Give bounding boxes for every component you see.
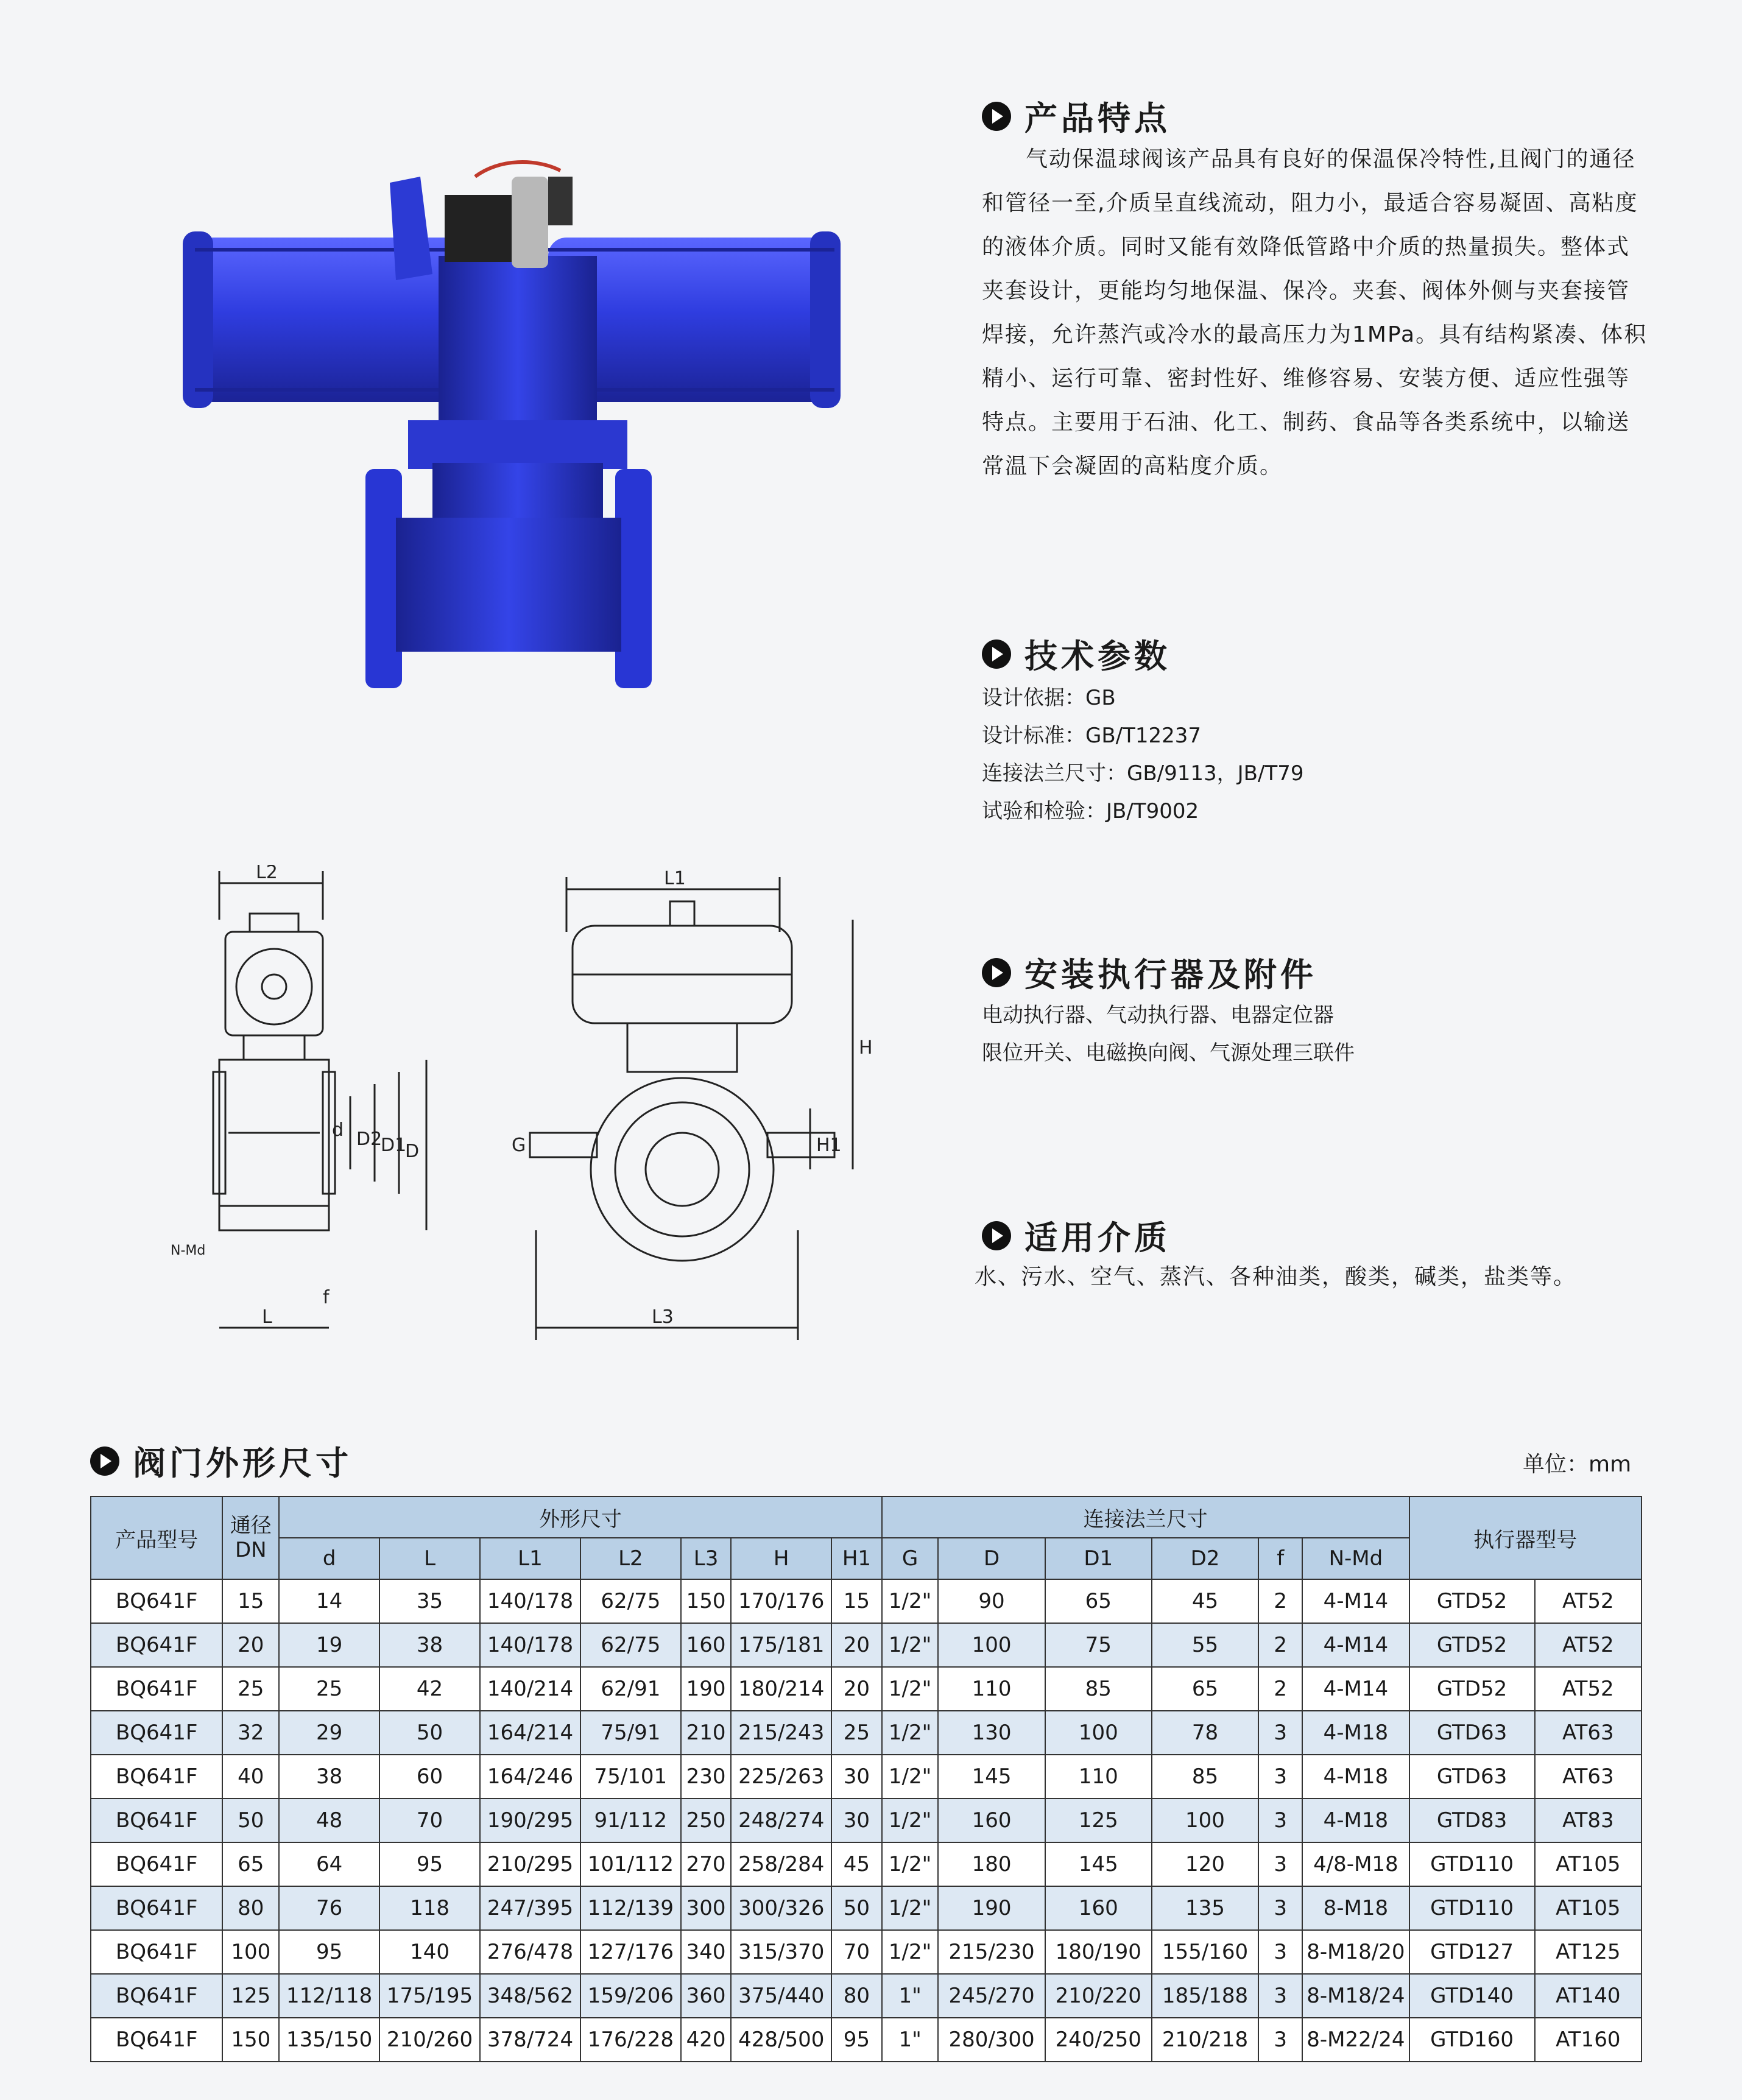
table-cell: AT52: [1535, 1579, 1642, 1623]
table-cell: BQ641F: [91, 1755, 222, 1799]
label-L1: L1: [664, 868, 686, 889]
unit-label: 单位：mm: [1523, 1452, 1632, 1477]
table-cell: BQ641F: [91, 1579, 222, 1623]
table-cell: 1/2": [882, 1755, 939, 1799]
table-cell: BQ641F: [91, 1974, 222, 2018]
subheader-cell: d: [279, 1538, 379, 1579]
table-cell: BQ641F: [91, 1667, 222, 1711]
table-cell: 19: [279, 1623, 379, 1667]
table-cell: 80: [831, 1974, 882, 2018]
actuator-lines: [982, 996, 1355, 1072]
table-cell: 110: [938, 1667, 1045, 1711]
tech-specs: [982, 679, 1304, 830]
table-cell: AT160: [1535, 2018, 1642, 2062]
table-cell: 164/246: [480, 1755, 580, 1799]
table-cell: 75/91: [580, 1711, 681, 1755]
label-D1: D1: [381, 1135, 407, 1156]
table-cell: BQ641F: [91, 1886, 222, 1930]
table-row: [91, 1667, 1642, 1711]
table-cell: 25: [222, 1667, 279, 1711]
play-bullet-icon: [982, 102, 1011, 131]
table-row: [91, 1799, 1642, 1842]
table-cell: AT83: [1535, 1799, 1642, 1842]
table-cell: 4/8-M18: [1302, 1842, 1409, 1886]
table-cell: 215/243: [731, 1711, 831, 1755]
table-cell: 62/75: [580, 1579, 681, 1623]
table-cell: 2: [1258, 1623, 1302, 1667]
label-L2: L2: [256, 865, 278, 883]
table-cell: AT52: [1535, 1667, 1642, 1711]
table-cell: 30: [831, 1799, 882, 1842]
table-cell: 80: [222, 1886, 279, 1930]
table-cell: 95: [379, 1842, 480, 1886]
table-cell: 1/2": [882, 1623, 939, 1667]
table-cell: 1/2": [882, 1579, 939, 1623]
dimensions-title: 阀门外形尺寸: [90, 1437, 352, 1484]
actuator-title: 安装执行器及附件: [982, 949, 1317, 996]
table-row: [91, 2018, 1642, 2062]
play-bullet-icon: [982, 1221, 1011, 1250]
sub-header-row: [91, 1538, 1642, 1579]
table-row: [91, 1755, 1642, 1799]
table-cell: 110: [1045, 1755, 1152, 1799]
label-D2: D2: [356, 1129, 383, 1150]
table-cell: 3: [1258, 1930, 1302, 1974]
table-cell: 95: [279, 1930, 379, 1974]
table-cell: 101/112: [580, 1842, 681, 1886]
table-cell: 210/218: [1152, 2018, 1258, 2062]
table-cell: 60: [379, 1755, 480, 1799]
table-row: [91, 1579, 1642, 1623]
table-cell: 8-M18: [1302, 1886, 1409, 1930]
table-cell: AT105: [1535, 1842, 1642, 1886]
table-cell: 3: [1258, 1974, 1302, 2018]
table-cell: 160: [938, 1799, 1045, 1842]
header-actuator: 执行器型号: [1409, 1496, 1642, 1579]
table-cell: 4-M14: [1302, 1623, 1409, 1667]
actuator-line-2: 限位开关、电磁换向阀、气源处理三联件: [982, 1041, 1355, 1065]
table-row: [91, 1623, 1642, 1667]
table-cell: 230: [681, 1755, 731, 1799]
table-cell: 300: [681, 1886, 731, 1930]
table-cell: 245/270: [938, 1974, 1045, 2018]
table-cell: 150: [222, 2018, 279, 2062]
table-cell: 150: [681, 1579, 731, 1623]
subheader-cell: N-Md: [1302, 1538, 1409, 1579]
table-cell: 38: [379, 1623, 480, 1667]
table-cell: 160: [1045, 1886, 1152, 1930]
table-cell: 240/250: [1045, 2018, 1152, 2062]
table-cell: GTD52: [1409, 1623, 1535, 1667]
table-cell: 55: [1152, 1623, 1258, 1667]
table-cell: 348/562: [480, 1974, 580, 2018]
play-bullet-icon: [982, 640, 1011, 669]
table-cell: 112/118: [279, 1974, 379, 2018]
table-cell: 25: [279, 1667, 379, 1711]
table-cell: 428/500: [731, 2018, 831, 2062]
subheader-cell: L2: [580, 1538, 681, 1579]
table-cell: 100: [1045, 1711, 1152, 1755]
subheader-cell: L3: [681, 1538, 731, 1579]
table-cell: 75: [1045, 1623, 1152, 1667]
table-cell: 62/75: [580, 1623, 681, 1667]
table-cell: 35: [379, 1579, 480, 1623]
table-cell: 315/370: [731, 1930, 831, 1974]
table-cell: 112/139: [580, 1886, 681, 1930]
label-f: f: [323, 1287, 330, 1308]
table-cell: GTD83: [1409, 1799, 1535, 1842]
subheader-cell: H: [731, 1538, 831, 1579]
table-cell: 90: [938, 1579, 1045, 1623]
spec-basis: 设计依据：GB: [982, 686, 1116, 710]
table-cell: 50: [222, 1799, 279, 1842]
table-cell: 20: [831, 1623, 882, 1667]
table-cell: 140: [379, 1930, 480, 1974]
table-cell: 3: [1258, 1799, 1302, 1842]
table-cell: 118: [379, 1886, 480, 1930]
table-cell: AT63: [1535, 1711, 1642, 1755]
media-title: 适用介质: [982, 1212, 1171, 1259]
table-cell: 100: [938, 1623, 1045, 1667]
table-cell: 76: [279, 1886, 379, 1930]
table-cell: 420: [681, 2018, 731, 2062]
table-cell: AT125: [1535, 1930, 1642, 1974]
table-cell: 65: [1152, 1667, 1258, 1711]
table-row: [91, 1842, 1642, 1886]
play-bullet-icon: [982, 958, 1011, 987]
table-cell: 140/178: [480, 1623, 580, 1667]
table-cell: 145: [1045, 1842, 1152, 1886]
table-body: [91, 1579, 1642, 2062]
table-cell: GTD63: [1409, 1711, 1535, 1755]
table-cell: 127/176: [580, 1930, 681, 1974]
table-cell: 45: [1152, 1579, 1258, 1623]
table-cell: 50: [379, 1711, 480, 1755]
features-text: 气动保温球阀该产品具有良好的保温保冷特性,且阀门的通径和管径一至,介质呈直线流动，阻力小，最适合容易凝固、高粘度的液体介质。同时又能有效降低管路中介质的热量损失。整体式夹套设计，更能均匀地保温、保冷。夹套、阀体外侧与夹套接管焊接，允许蒸汽或冷水的最高压力为1MPa。具有结构紧凑、体积精小、运行可靠、密封性好、维修容易、安装方便、适应性强等特点。主要用于石油、化工、制药、食品等各类系统中，以输送常温下会凝固的高粘度介质。: [982, 147, 1648, 479]
subheader-cell: D2: [1152, 1538, 1258, 1579]
spec-test: 试验和检验：JB/T9002: [982, 799, 1199, 823]
table-cell: 176/228: [580, 2018, 681, 2062]
table-cell: 1/2": [882, 1842, 939, 1886]
table-cell: 4-M14: [1302, 1667, 1409, 1711]
table-cell: 8-M18/24: [1302, 1974, 1409, 2018]
table-cell: 280/300: [938, 2018, 1045, 2062]
header-dn: 通径DN: [222, 1496, 279, 1579]
table-cell: 340: [681, 1930, 731, 1974]
table-cell: 155/160: [1152, 1930, 1258, 1974]
table-cell: 30: [831, 1755, 882, 1799]
media-text: 水、污水、空气、蒸汽、各种油类，酸类，碱类，盐类等。: [975, 1264, 1577, 1289]
table-cell: 225/263: [731, 1755, 831, 1799]
table-cell: 70: [379, 1799, 480, 1842]
subheader-cell: H1: [831, 1538, 882, 1579]
table-cell: BQ641F: [91, 1711, 222, 1755]
table-cell: 185/188: [1152, 1974, 1258, 2018]
table-cell: 125: [1045, 1799, 1152, 1842]
table-cell: 3: [1258, 1842, 1302, 1886]
table-cell: 4-M18: [1302, 1799, 1409, 1842]
table-cell: 1": [882, 1974, 939, 2018]
table-cell: 1/2": [882, 1930, 939, 1974]
table-cell: AT105: [1535, 1886, 1642, 1930]
subheader-cell: L1: [480, 1538, 580, 1579]
table-cell: 38: [279, 1755, 379, 1799]
table-cell: 135/150: [279, 2018, 379, 2062]
table-cell: 190/295: [480, 1799, 580, 1842]
table-cell: GTD52: [1409, 1667, 1535, 1711]
table-cell: 85: [1045, 1667, 1152, 1711]
actuator-line-1: 电动执行器、气动执行器、电器定位器: [982, 1003, 1334, 1027]
table-cell: 180/190: [1045, 1930, 1152, 1974]
table-cell: 175/181: [731, 1623, 831, 1667]
table-cell: 64: [279, 1842, 379, 1886]
table-cell: GTD63: [1409, 1755, 1535, 1799]
table-cell: 3: [1258, 2018, 1302, 2062]
table-cell: 75/101: [580, 1755, 681, 1799]
table-cell: 45: [831, 1842, 882, 1886]
table-cell: 14: [279, 1579, 379, 1623]
table-cell: GTD140: [1409, 1974, 1535, 2018]
table-cell: 375/440: [731, 1974, 831, 2018]
table-cell: 2: [1258, 1667, 1302, 1711]
table-cell: GTD110: [1409, 1886, 1535, 1930]
table-cell: BQ641F: [91, 1623, 222, 1667]
table-cell: 135: [1152, 1886, 1258, 1930]
label-NMd: N-Md: [171, 1243, 206, 1258]
table-cell: 100: [1152, 1799, 1258, 1842]
table-cell: GTD127: [1409, 1930, 1535, 1974]
spec-standard: 设计标准：GB/T12237: [982, 724, 1202, 748]
table-cell: 125: [222, 1974, 279, 2018]
table-cell: 91/112: [580, 1799, 681, 1842]
table-cell: 3: [1258, 1711, 1302, 1755]
features-title: 产品特点: [982, 93, 1171, 139]
table-cell: 210/260: [379, 2018, 480, 2062]
table-cell: 42: [379, 1667, 480, 1711]
table-cell: 190: [938, 1886, 1045, 1930]
technical-drawing: [171, 865, 901, 1352]
table-cell: GTD52: [1409, 1579, 1535, 1623]
label-G: G: [512, 1135, 526, 1156]
table-cell: 1/2": [882, 1799, 939, 1842]
table-cell: 15: [222, 1579, 279, 1623]
table-cell: 215/230: [938, 1930, 1045, 1974]
spec-flange: 连接法兰尺寸：GB/9113，JB/T79: [982, 761, 1304, 786]
table-cell: 15: [831, 1579, 882, 1623]
table-row: [91, 1974, 1642, 2018]
valve-photo: [171, 152, 853, 700]
page-footer-fragment: [975, 2083, 981, 2100]
table-cell: 1/2": [882, 1886, 939, 1930]
table-cell: BQ641F: [91, 2018, 222, 2062]
table-cell: 20: [222, 1623, 279, 1667]
table-cell: AT52: [1535, 1623, 1642, 1667]
table-cell: 175/195: [379, 1974, 480, 2018]
label-d: d: [332, 1119, 344, 1141]
label-H1: H1: [816, 1135, 842, 1156]
subheader-cell: G: [882, 1538, 939, 1579]
table-cell: AT140: [1535, 1974, 1642, 2018]
header-flange: 连接法兰尺寸: [882, 1496, 1409, 1538]
table-cell: 1/2": [882, 1667, 939, 1711]
dimensions-table: [90, 1496, 1642, 2062]
table-cell: 40: [222, 1755, 279, 1799]
table-cell: 300/326: [731, 1886, 831, 1930]
table-cell: 210/220: [1045, 1974, 1152, 2018]
table-cell: 130: [938, 1711, 1045, 1755]
table-row: [91, 1930, 1642, 1974]
table-cell: 48: [279, 1799, 379, 1842]
table-cell: 1/2": [882, 1711, 939, 1755]
table-cell: 270: [681, 1842, 731, 1886]
table-cell: 4-M18: [1302, 1755, 1409, 1799]
table-cell: 210: [681, 1711, 731, 1755]
table-cell: 247/395: [480, 1886, 580, 1930]
label-L3: L3: [652, 1306, 674, 1328]
table-row: [91, 1886, 1642, 1930]
subheader-cell: D1: [1045, 1538, 1152, 1579]
table-cell: 3: [1258, 1755, 1302, 1799]
table-row: [91, 1711, 1642, 1755]
table-cell: 2: [1258, 1579, 1302, 1623]
table-cell: 8-M18/20: [1302, 1930, 1409, 1974]
play-bullet-icon: [90, 1446, 119, 1476]
table-cell: BQ641F: [91, 1930, 222, 1974]
table-cell: AT63: [1535, 1755, 1642, 1799]
table-cell: 8-M22/24: [1302, 2018, 1409, 2062]
header-outer: 外形尺寸: [279, 1496, 882, 1538]
table-cell: 50: [831, 1886, 882, 1930]
table-cell: 164/214: [480, 1711, 580, 1755]
table-cell: 29: [279, 1711, 379, 1755]
table-cell: 120: [1152, 1842, 1258, 1886]
table-cell: BQ641F: [91, 1842, 222, 1886]
table-cell: 210/295: [480, 1842, 580, 1886]
table-cell: 70: [831, 1930, 882, 1974]
table-cell: 250: [681, 1799, 731, 1842]
table-cell: 78: [1152, 1711, 1258, 1755]
table-cell: 62/91: [580, 1667, 681, 1711]
table-cell: 32: [222, 1711, 279, 1755]
table-cell: 4-M14: [1302, 1579, 1409, 1623]
table-cell: 159/206: [580, 1974, 681, 2018]
table-cell: 180: [938, 1842, 1045, 1886]
table-cell: 85: [1152, 1755, 1258, 1799]
table-cell: 258/284: [731, 1842, 831, 1886]
subheader-cell: L: [379, 1538, 480, 1579]
subheader-cell: D: [938, 1538, 1045, 1579]
table-cell: 140/178: [480, 1579, 580, 1623]
table-cell: 140/214: [480, 1667, 580, 1711]
table-cell: 25: [831, 1711, 882, 1755]
table-cell: 360: [681, 1974, 731, 2018]
table-cell: 4-M18: [1302, 1711, 1409, 1755]
table-cell: 95: [831, 2018, 882, 2062]
table-cell: 1": [882, 2018, 939, 2062]
table-cell: GTD160: [1409, 2018, 1535, 2062]
table-cell: 3: [1258, 1886, 1302, 1930]
table-cell: 276/478: [480, 1930, 580, 1974]
label-L: L: [262, 1306, 272, 1328]
table-cell: 145: [938, 1755, 1045, 1799]
table-cell: 65: [222, 1842, 279, 1886]
table-cell: GTD110: [1409, 1842, 1535, 1886]
header-model: 产品型号: [91, 1496, 222, 1579]
subheader-cell: f: [1258, 1538, 1302, 1579]
table-cell: 20: [831, 1667, 882, 1711]
label-D: D: [405, 1141, 420, 1162]
table-cell: 190: [681, 1667, 731, 1711]
tech-title: 技术参数: [982, 630, 1171, 677]
table-cell: BQ641F: [91, 1799, 222, 1842]
table-cell: 65: [1045, 1579, 1152, 1623]
table-cell: 180/214: [731, 1667, 831, 1711]
table-cell: 248/274: [731, 1799, 831, 1842]
table-cell: 170/176: [731, 1579, 831, 1623]
label-H: H: [859, 1037, 873, 1059]
table-cell: 160: [681, 1623, 731, 1667]
table-cell: 378/724: [480, 2018, 580, 2062]
table-cell: 100: [222, 1930, 279, 1974]
